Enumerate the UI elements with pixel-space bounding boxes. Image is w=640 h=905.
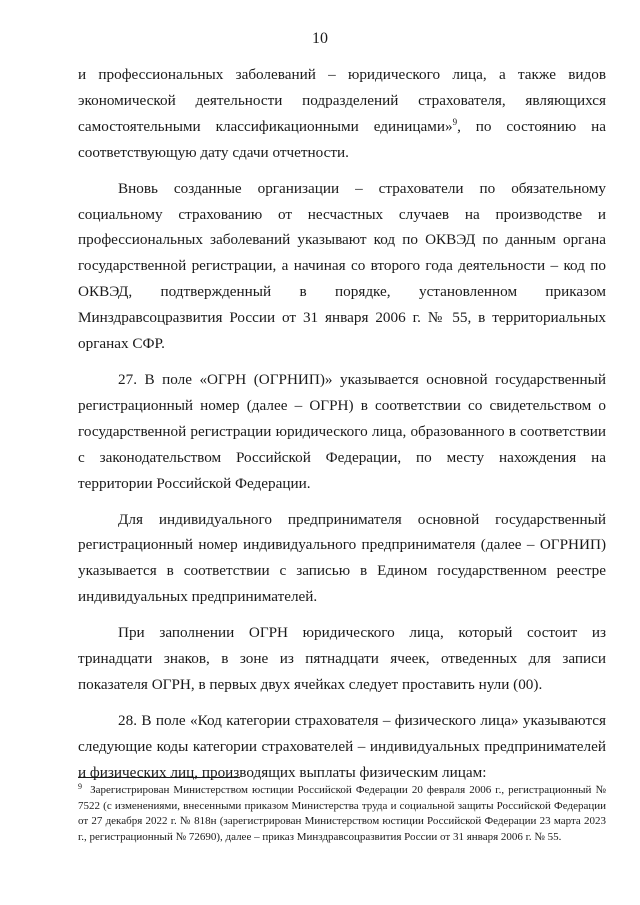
paragraph-ogrnip: Для индивидуального предпринимателя основной государственный регистрационный номер индивидуального предпринимателя (далее – ОГРНИП) указывается в соответствии с записью в Едином государственном реестре индивидуальных предпринимателей. xyxy=(78,510,606,606)
footnote-marker: 9 xyxy=(78,782,82,791)
paragraph-continuation xyxy=(78,62,606,166)
page-number: 10 xyxy=(312,30,328,47)
paragraph-28-category-code: 28. В поле «Код категории страхователя – физического лица» указываются следующие коды категории страхователей – индивидуальных предпринимателей и физических лиц, производящих выплаты физическим лицам: xyxy=(78,711,606,781)
footnote-reference[interactable]: 9 xyxy=(452,116,458,127)
paragraph-text: и профессиональных заболеваний – юридического лица, а также видов экономической деятельности подразделений страхователя, являющихся самостоятельными классификационными единицами» xyxy=(78,66,606,135)
paragraph-ogrn-filling: При заполнении ОГРН юридического лица, который состоит из тринадцати знаков, в зоне из пятнадцати ячеек, отведенных для записи показателя ОГРН, в первых двух ячейках следует проставить нули (00). xyxy=(78,624,606,693)
document-body xyxy=(78,62,606,786)
footnote-separator xyxy=(78,777,240,778)
paragraph-27-ogrn: 27. В поле «ОГРН (ОГРНИП)» указывается основной государственный регистрационный номер (далее – ОГРН) в соответствии со свидетельством о государственной регистрации юридического лица, образованного в соответствии с законодательством Российской Федерации, по месту нахождения на территории Российской Федерации. xyxy=(78,370,606,492)
footnote-text: Зарегистрирован Министерством юстиции Российской Федерации 20 февраля 2006 г., регистрационный № 7522 (с изменениями, внесенными приказом Министерства труда и социальной защиты Российской Федерации от 27 декабря 2022 г. № 818н (зарегистрирован Министерством юстиции Российской Федерации 23 марта 2023 г., регистрационный № 72690), далее – приказ Минздравсоцразвития России от 31 января 2006 г. № 55. xyxy=(78,784,607,843)
paragraph-new-organizations: Вновь созданные организации – страхователи по обязательному социальному страхованию от несчастных случаев на производстве и профессиональных заболеваний указывают код по ОКВЭД по данным органа государственной регистрации, а начиная со второго года деятельности – код по ОКВЭД, подтвержденный в порядке, установленном приказом Минздравсоцразвития России от 31 января 2006 г. № 55, в территориальных органах СФР. xyxy=(78,179,606,353)
paragraph-text: , по состоянию на соответствующую дату сдачи отчетности. xyxy=(78,117,606,161)
footnote xyxy=(78,783,606,845)
